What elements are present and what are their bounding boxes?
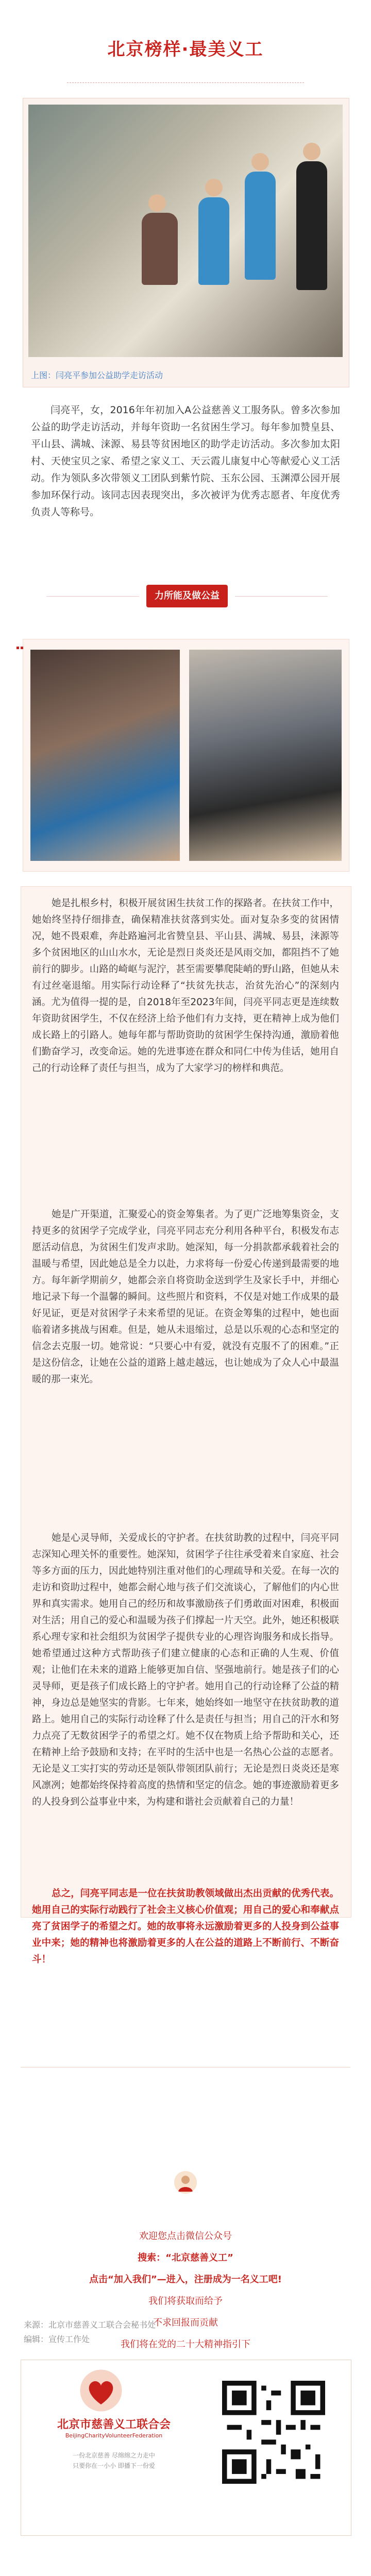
footer-card	[21, 2360, 351, 2536]
body-paragraph: 她是扎根乡村，积极开展贫困生扶贫工作的探路者。在扶贫工作中，她始终坚持仔细排查，确保精准扶贫落到实处。面对复杂多变的贫困情况，她不畏艰难，奔赴路遍河北省赞皇县、平山县、满城、易县，涞源等多个贫困地区的山山水水，无论是烈日炎炎还是风雨交加，都阻挡不了她前行的脚步。山路的崎岖与泥泞，甚至需要攀爬陡峭的野山路，但她从未有过丝毫退缩。用实际行动诠释了“扶贫先扶志，治贫先治心”的深刻内涵。尤为值得一提的是，自2018年至2023年间，闫亮平同志更是连续数年资助贫困学生，不仅在经济上给予他们有力支持，更在精神上成为他们成长路上的引路人。她每年都与帮助资助的贫困学生保持沟通，激励着他们勤奋学习，改变命运。她的先进事迹在群众和同仁中传为佳话，她用自己的行动诠释了责任与担当，成为了大家学习的榜样和典范。	[32, 898, 339, 1074]
follow-line: 搜索：“北京慈善义工”	[138, 2252, 233, 2263]
org-logo-icon	[78, 2367, 124, 2414]
qr-code	[222, 2381, 325, 2484]
person-head	[148, 194, 166, 212]
photo-caption: 上图：闫亮平参加公益助学走访活动	[31, 370, 163, 380]
avatar-icon	[174, 2171, 197, 2194]
quote-icon	[16, 647, 24, 654]
article-header	[21, 21, 350, 82]
person-head	[251, 153, 269, 171]
page-title: 北京榜样·最美义工	[107, 39, 264, 60]
person-figure	[142, 213, 178, 285]
top-photo	[28, 105, 343, 357]
section-heading: 力所能及做公益	[146, 585, 228, 607]
right-photo	[189, 650, 342, 861]
follow-block	[0, 2226, 371, 2377]
follow-line: 欢迎您点击微信公众号	[139, 2231, 232, 2242]
body-paragraph: 她是广开渠道，汇聚爱心的资金筹集者。为了更广泛地筹集资金，支持更多的贫困学子完成学业，闫亮平同志充分利用各种平台，积极发布志愿活动信息，为贫困生们发声求助。她深知，每一分捐款都承载着社会的温暖与希望，因此她总是全力以赴，力求将每一份爱心传递到最需要的地方。每年新学期前夕，她都会亲自将资助金送到学生及家长手中，并细心地记录下每一个温馨的瞬间。这些照片和资料，不仅是对她工作成果的最好见证，更是对贫困学子未来希望的见证。在资金筹集的过程中，她也面临着诸多挑战与困难。但是，她从未退缩过，总是以乐观的心态和坚定的信念去克服一切。她常说：“只要心中有爱，就没有克服不了的困难。”正是这份信念，让她在公益的道路上越走越远，也让她成为了众人心中最温暖的那一束光。	[32, 1209, 339, 1385]
top-photo-frame	[23, 98, 349, 387]
source-line: 来源：北京市慈善义工联合会秘书处	[24, 2320, 156, 2330]
slogan-line: 只要你在一小小 即播下一份爱	[73, 2462, 155, 2469]
slogan-line: 一份北京慈善 尽绵绵之力走中	[73, 2452, 155, 2459]
intro-paragraph: 闫亮平，女，2016年年初加入A公益慈善义工服务队。曾多次参加公益的助学走访活动，并每年资助一名贫困生学习。每年参加赞皇县、平山县、满城、涞源、易县等贫困地区的助学走访活动。多次参加太阳村、天使宝贝之家、希望之家义工、天云霞儿康复中心等献爱心义工活动。作为领队多次带领义工团队到紫竹院、玉东公园、玉渊潭公园开展参加环保行动。该同志因表现突出，多次被评为优秀志愿者、年度优秀负责人等称号。	[31, 404, 340, 518]
left-photo	[30, 650, 180, 861]
person-head	[303, 143, 321, 160]
person-figure	[296, 161, 327, 290]
twin-photo-frame	[23, 639, 349, 872]
org-name: 北京市慈善义工联合会	[57, 2418, 171, 2431]
body-paragraph: 她是心灵导师，关爱成长的守护者。在扶贫助教的过程中，闫亮平同志深知心理关怀的重要性。她深知，贫困学子往往承受着来自家庭、社会等多方面的压力，因此她特别注重对他们的心理疏导和关爱。在每一次的走访和资助过程中，她都会耐心地与孩子们交流谈心，了解他们的内心世界和真实需求。她用自己的经历和故事激励孩子们勇敢面对困难，积极面对生活；用自己的爱心和温暖为孩子们撑起一片天空。此外，她还积极联系心理专家和社会组织为贫困学子提供专业的心理咨询服务和成长指导。她希望通过这种方式帮助孩子们建立健康的心态和正确的人生观、价值观；让他们在未来的道路上能够更加自信、坚强地前行。她是孩子们的心灵导师，更是孩子们成长路上的守护者。她用自己的行动诠释了公益的精神，身边总是她坚实的背影。七年来，她始终如一地坚守在扶贫助教的道路上。她用自己的实际行动诠释了什么是责任与担当；用自己的汗水和努力点亮了无数贫困学子的希望之灯。她不仅在物质上给予帮助和关心，还在精神上给予鼓励和支持；在平时的生活中也是一名热心公益的志愿者。无论是义工实打实的劳动还是领队带领团队前行；无论是烈日炎炎还是寒风凛冽；她都始终保持着高度的热情和坚定的信念。她的事迹激励着更多的人投身到公益事业中来，为构建和谐社会贡献着自己的力量！	[32, 1533, 339, 1807]
follow-line: 点击“加入我们”—进入，注册成为一名义工吧!	[89, 2274, 282, 2285]
person-figure	[245, 172, 276, 280]
follow-line: 我们将在党的二十大精神指引下	[121, 2339, 250, 2350]
person-figure	[198, 197, 229, 285]
header-divider	[67, 82, 304, 83]
editor-line: 编辑：宣传工作处	[24, 2334, 90, 2344]
section-divider-right	[235, 596, 328, 597]
org-name-en: BeijingCharityVolunteerFederation	[65, 2432, 163, 2439]
section-divider-left	[46, 596, 139, 597]
summary-paragraph: 总之，闫亮平同志是一位在扶贫助教领域做出杰出贡献的优秀代表。她用自己的实际行动践行了社会主义核心价值观；用自己的爱心和奉献点亮了贫困学子的希望之灯。她的故事将永远激励着更多的人投身到公益事业中来；她的精神也将激励着更多的人在公益的道路上不断前行、不断奋斗！	[32, 1888, 339, 1965]
follow-line: 我们将获取而给予	[148, 2296, 223, 2307]
person-head	[205, 179, 223, 196]
follow-line: 不求回报而贡献	[153, 2317, 218, 2328]
